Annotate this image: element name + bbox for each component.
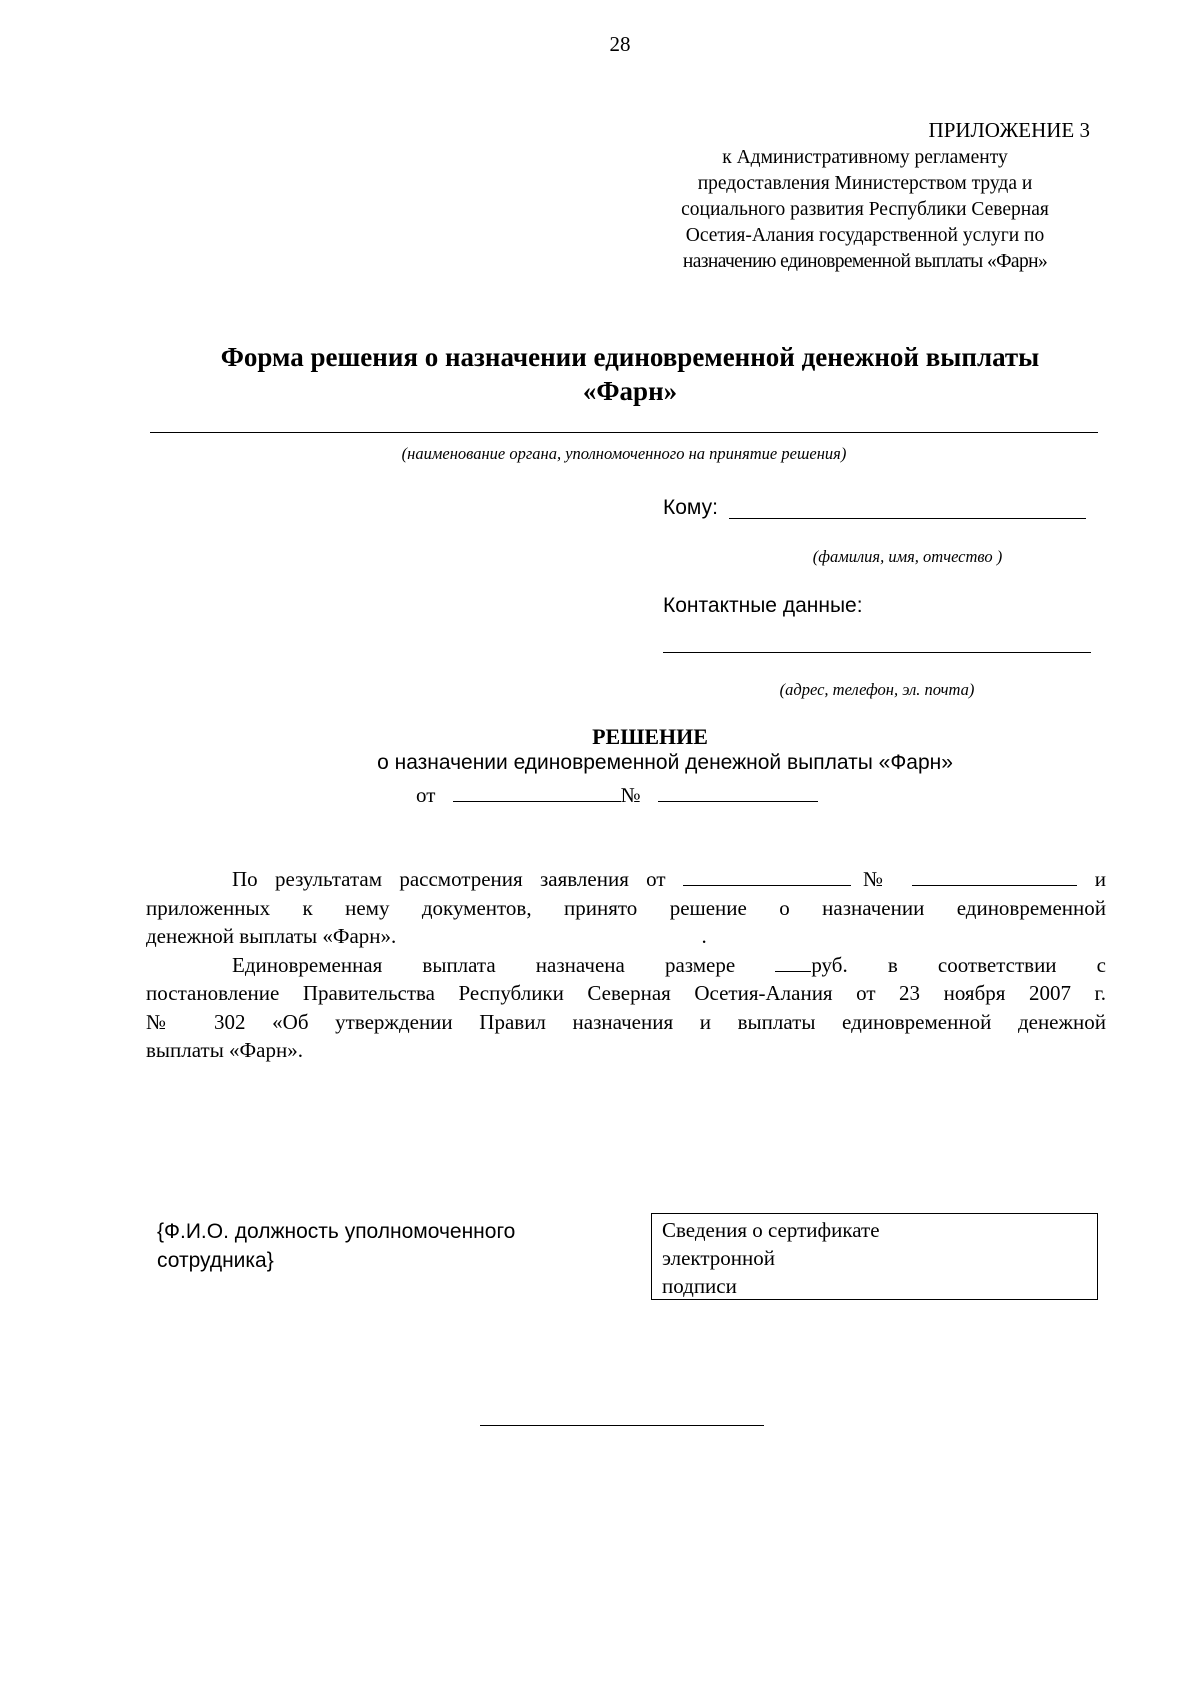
- official-line: {Ф.И.О. должность уполномоченного: [157, 1220, 516, 1243]
- body-text-fragment: и: [1094, 867, 1107, 891]
- body-line: [146, 951, 1106, 980]
- number-label: №: [850, 867, 896, 891]
- body-text-fragment: .: [701, 924, 707, 948]
- authority-caption: (наименование органа, уполномоченного на принятие решения): [401, 444, 847, 463]
- authority-field-line[interactable]: [150, 432, 1098, 433]
- appendix-line: к Административному регламенту: [722, 147, 1008, 168]
- application-number-field[interactable]: [912, 865, 1077, 886]
- appendix-line: предоставления Министерством труда и: [697, 173, 1033, 194]
- body-text-fragment: в соответствии с: [887, 952, 1106, 977]
- payment-amount-field[interactable]: [775, 951, 811, 972]
- official-line: сотрудника}: [157, 1249, 274, 1272]
- decision-date-row: [416, 781, 818, 808]
- appendix-line: социального развития Республики Северная: [681, 199, 1049, 220]
- contacts-field-line[interactable]: [663, 652, 1091, 653]
- appendix-line: Осетия-Алания государственной услуги по: [685, 225, 1045, 246]
- body-text-fragment: денежной выплаты «Фарн».: [146, 924, 397, 948]
- body-line: выплаты «Фарн».: [146, 1038, 303, 1062]
- appendix-line: назначению единовременной выплаты «Фарн»: [682, 251, 1048, 272]
- body-text-fragment: Единовременная выплата назначена размере: [232, 952, 736, 977]
- body-text-fragment: По результатам рассмотрения заявления от: [232, 867, 666, 891]
- form-title-line: Форма решения о назначении единовременной денежной выплаты: [220, 342, 1040, 372]
- decision-title: РЕШЕНИЕ: [592, 724, 708, 749]
- body-line: № 302 «Об утверждении Правил назначения и выплаты единовременной денежной: [146, 1009, 1106, 1034]
- recipient-caption: (фамилия, имя, отчество ): [812, 547, 1003, 566]
- form-title-line: «Фарн»: [582, 376, 678, 406]
- decision-number-field[interactable]: [658, 781, 818, 802]
- date-label: от: [416, 783, 436, 807]
- decision-body: [146, 865, 1106, 1065]
- recipient-label: Кому:: [663, 496, 718, 519]
- decision-subtitle: о назначении единовременной денежной выплаты «Фарн»: [377, 751, 953, 774]
- contacts-label: Контактные данные:: [663, 594, 863, 617]
- body-line: приложенных к нему документов, принято решение о назначении единовременной: [146, 895, 1106, 920]
- body-line: [146, 922, 1106, 951]
- bottom-separator-line: [480, 1425, 764, 1426]
- contacts-caption: (адрес, телефон, эл. почта): [779, 680, 975, 699]
- number-label: №: [620, 783, 641, 807]
- official-signature-block: [157, 1217, 597, 1275]
- body-line: [146, 865, 1106, 894]
- body-text-fragment: руб.: [811, 952, 848, 977]
- application-date-field[interactable]: [683, 865, 851, 886]
- appendix-reference: [620, 145, 1110, 275]
- certificate-line: Сведения о сертификате: [662, 1218, 880, 1242]
- decision-date-field[interactable]: [453, 781, 621, 802]
- body-line: постановление Правительства Республики Северная Осетия-Алания от 23 ноября 2007 г.: [146, 981, 1106, 1005]
- certificate-line: электронной: [662, 1246, 776, 1270]
- form-title: [150, 340, 1110, 408]
- appendix-title: ПРИЛОЖЕНИЕ 3: [928, 118, 1090, 142]
- page-number: 28: [609, 32, 631, 56]
- certificate-box: [651, 1213, 1098, 1300]
- recipient-field-line[interactable]: [729, 518, 1086, 519]
- certificate-line: подписи: [662, 1274, 737, 1298]
